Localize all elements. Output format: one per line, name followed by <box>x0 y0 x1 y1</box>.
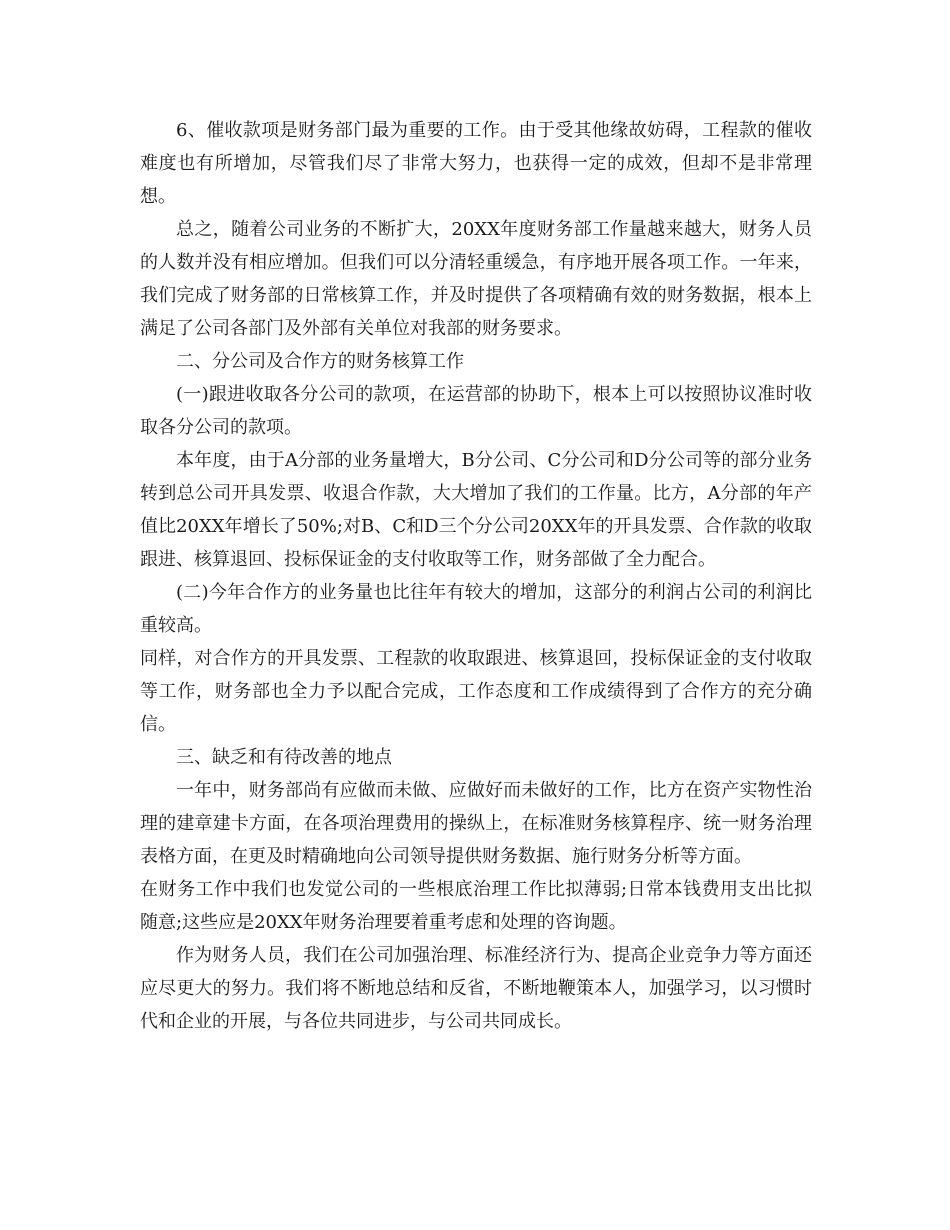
section-heading-branch-accounting: 二、分公司及合作方的财务核算工作 <box>176 351 464 372</box>
paragraph-partner-business: (二)今年合作方的业务量也比往年有较大的增加，这部分的利润占公司的利润比重较高。 <box>140 582 812 636</box>
paragraph-closing: 作为财务人员，我们在公司加强治理、标准经济行为、提高企业竞争力等方面还应尽更大的努力。我们将不断地总结和反省，不断地鞭策本人，加强学习，以习惯时代和企业的开展，与各位共同进步，与公司共同成长。 <box>140 945 812 1032</box>
paragraph-branch-workload: 本年度，由于A分部的业务量增大，B分公司、C分公司和D分公司等的部分业务转到总公司开具发票、收退合作款，大大增加了我们的工作量。比方，A分部的年产值比20XX年增长了50%;对B、C和D三个分公司20XX年的开具发票、合作款的收取跟进、核算退回、投标保证金的支付收取等工作，财务部做了全力配合。 <box>140 450 812 570</box>
section-heading-shortcomings: 三、缺乏和有待改善的地点 <box>176 747 392 768</box>
paragraph-weak-management: 在财务工作中我们也发觉公司的一些根底治理工作比拟薄弱;日常本钱费用支出比拟随意;这些应是20XX年财务治理要着重考虑和处理的咨询题。 <box>140 879 812 933</box>
paragraph-collection-item: 6、催收款项是财务部门最为重要的工作。由于受其他缘故妨碍，工程款的催收难度也有所增加，尽管我们尽了非常大努力，也获得一定的成效，但却不是非常理想。 <box>140 120 812 207</box>
paragraph-summary: 总之，随着公司业务的不断扩大，20XX年度财务部工作量越来越大，财务人员的人数并没有相应增加。但我们可以分清轻重缓急，有序地开展各项工作。一年来，我们完成了财务部的日常核算工作，并及时提供了各项精确有效的财务数据，根本上满足了公司各部门及外部有关单位对我部的财务要求。 <box>140 219 812 339</box>
document-body <box>140 114 812 1038</box>
paragraph-partner-cooperation: 同样，对合作方的开具发票、工程款的收取跟进、核算退回，投标保证金的支付收取等工作，财务部也全力予以配合完成，工作态度和工作成绩得到了合作方的充分确信。 <box>140 648 812 735</box>
paragraph-branch-collection: (一)跟进收取各分公司的款项，在运营部的协助下，根本上可以按照协议准时收取各分公司的款项。 <box>140 384 812 438</box>
paragraph-unfinished-work: 一年中，财务部尚有应做而未做、应做好而未做好的工作，比方在资产实物性治理的建章建卡方面，在各项治理费用的操纵上，在标准财务核算程序、统一财务治理表格方面，在更及时精确地向公司领导提供财务数据、施行财务分析等方面。 <box>140 780 812 867</box>
